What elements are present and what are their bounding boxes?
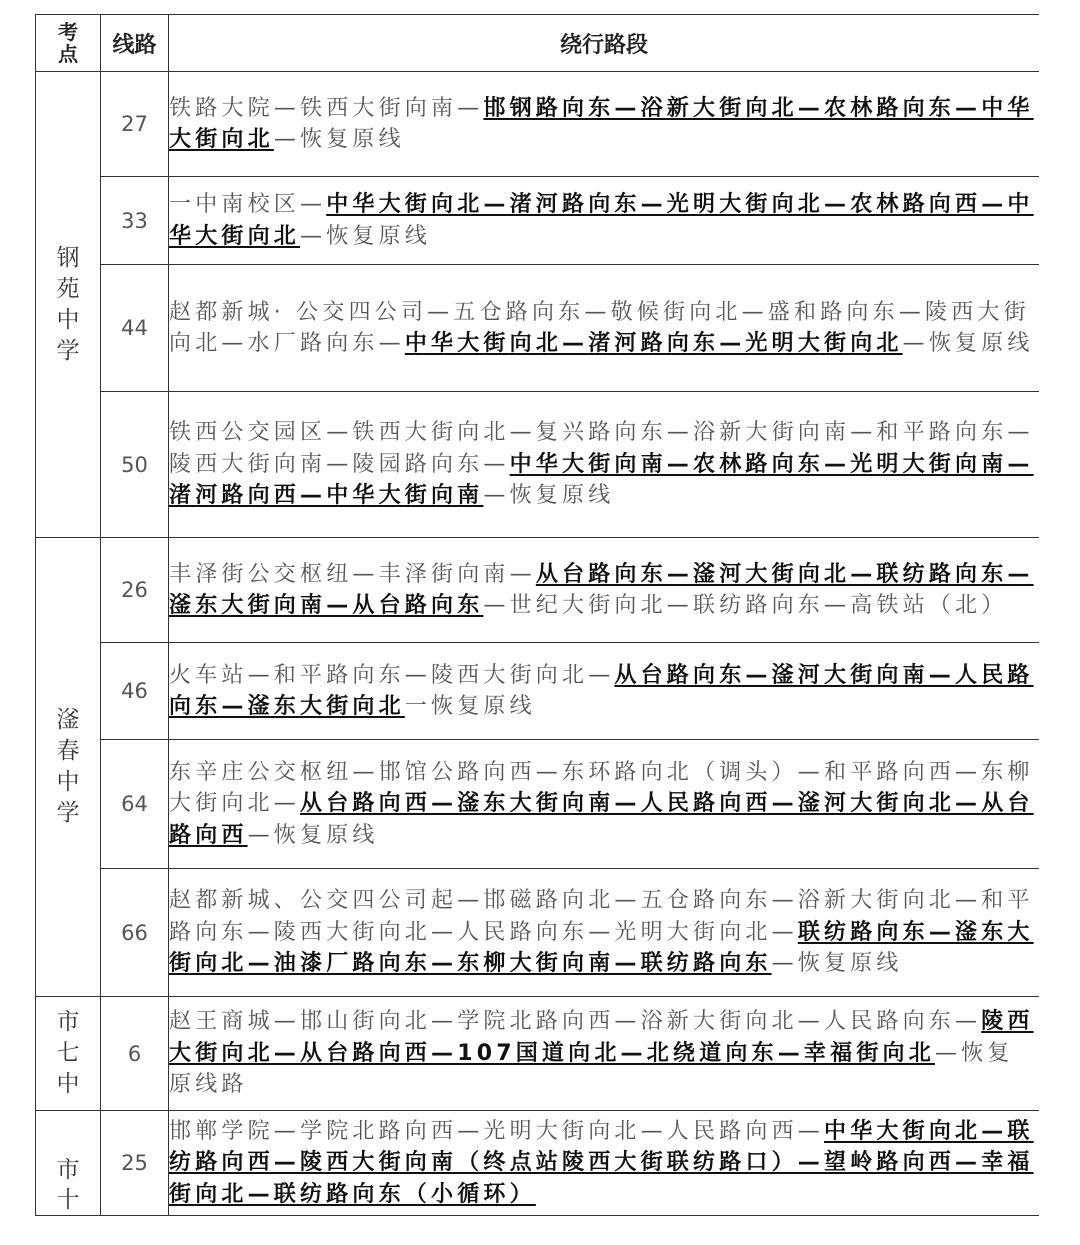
route-segment: 铁路大院—铁西大街向南— — [169, 95, 484, 121]
table-row — [36, 392, 1040, 538]
table-row — [36, 869, 1040, 997]
table-row — [36, 643, 1040, 740]
bus-line-number: 25 — [101, 1111, 169, 1216]
table-row — [36, 538, 1040, 643]
table-row — [36, 740, 1040, 869]
table-header-row — [36, 15, 1040, 72]
detour-segment: 中华大街向北—渚河路向东—光明大街向北 — [404, 331, 903, 356]
detour-segment: 陵西大街向北—从台路向西—107国道向北—北绕道向东—幸福街向北 — [169, 1009, 1034, 1066]
bus-line-number: 44 — [101, 265, 169, 392]
bus-line-number: 46 — [101, 643, 169, 740]
table-row — [36, 265, 1040, 392]
header-detour-route: 绕行路段 — [169, 15, 1040, 72]
route-segment: 火车站—和平路向东—陵西大街向北— — [169, 662, 615, 688]
table-row — [36, 997, 1040, 1111]
exam-site-cell — [36, 997, 101, 1111]
detour-route-cell — [169, 997, 1040, 1111]
exam-site-char: 中 — [56, 769, 80, 795]
exam-site-char: 市 — [56, 1157, 80, 1183]
bus-line-number: 50 — [101, 392, 169, 538]
exam-site-char: 苑 — [56, 275, 80, 302]
route-segment: —恢复原线 — [771, 951, 903, 977]
detour-segment: 中华大街向南—农林路向东—光明大街向南—渚河路向西—中华大街向南 — [169, 451, 1034, 509]
route-segment: 铁西公交园区—铁西大街向北—复兴路向东—浴新大街向南—和平路向东—陵西大街向南—陵园路向东— — [169, 420, 1034, 477]
detour-route-cell — [169, 265, 1040, 392]
route-segment: —恢复原线 — [300, 223, 432, 249]
route-segment: —恢复原线 — [902, 331, 1034, 356]
detour-segment: 中华大街向北—渚河路向东—光明大街向北—农林路向西—中华大街向北 — [169, 192, 1034, 249]
header-exam-site — [36, 15, 101, 72]
detour-route-cell — [169, 643, 1040, 740]
header-exam-site-char-2: 点 — [58, 42, 78, 66]
exam-site-char: 七 — [56, 1040, 80, 1066]
detour-route-cell — [169, 740, 1040, 869]
route-segment: 一恢复原线 — [404, 694, 536, 719]
detour-segment: 从台路向西—滏东大街向南—人民路向西—滏河大街向北—从台路向西 — [169, 791, 1034, 848]
detour-route-cell — [169, 392, 1040, 538]
table-row — [36, 177, 1040, 265]
detour-route-cell — [169, 177, 1040, 265]
detour-segment: 从台路向东—滏河大街向南—人民路向东—滏东大街向北 — [169, 662, 1034, 719]
bus-line-number: 27 — [101, 72, 169, 177]
detour-route-cell — [169, 538, 1040, 643]
exam-site-char: 滏 — [56, 707, 80, 733]
exam-site-char: 市 — [56, 1009, 80, 1035]
route-segment: 邯郸学院—学院北路向西—光明大街向北—人民路向西— — [169, 1118, 825, 1144]
header-bus-line: 线路 — [101, 15, 169, 72]
route-segment: —恢复原线 — [273, 127, 405, 152]
exam-site-char: 中 — [56, 306, 80, 333]
bus-line-number: 33 — [101, 177, 169, 265]
bus-line-number: 66 — [101, 869, 169, 997]
bus-line-number: 6 — [101, 997, 169, 1111]
detour-route-cell — [169, 1111, 1040, 1216]
table-row — [36, 1111, 1040, 1216]
detour-segment: 邯钢路向东—浴新大街向北—农林路向东—中华大街向北 — [169, 95, 1034, 152]
route-segment: —世纪大街向北—联纺路向东—高铁站（北） — [483, 593, 1008, 618]
route-segment: 赵都新城、公交四公司起—邯磁路向北—五仓路向东—浴新大街向北—和平路向东—陵西大街向北—人民路向东—光明大街向北— — [169, 888, 1034, 945]
header-exam-site-char-1: 考 — [58, 20, 78, 44]
detour-route-cell — [169, 869, 1040, 997]
exam-site-cell — [36, 538, 101, 997]
exam-site-char: 十 — [56, 1187, 80, 1213]
route-segment: 丰泽街公交枢纽—丰泽街向南— — [169, 561, 536, 587]
exam-site-char: 学 — [56, 800, 80, 826]
route-segment: —恢复原线 — [483, 483, 615, 509]
bus-line-number: 64 — [101, 740, 169, 869]
route-segment: —恢复原线 — [247, 822, 379, 848]
detour-segment: 从台路向东—滏河大街向北—联纺路向东—滏东大街向南—从台路向东 — [169, 561, 1034, 618]
route-segment: 东辛庄公交枢纽—邯馆公路向西—东环路向北（调头）—和平路向西—东柳大街向北— — [169, 759, 1034, 817]
exam-site-char: 学 — [56, 337, 80, 364]
route-segment: 赵王商城—邯山街向北—学院北路向西—浴新大街向北—人民路向东— — [169, 1009, 982, 1035]
exam-site-cell — [36, 72, 101, 538]
route-segment: 一中南校区— — [169, 192, 327, 217]
route-segment: —恢复原线路 — [169, 1040, 1014, 1098]
detour-route-cell — [169, 72, 1040, 177]
detour-segment: 联纺路向东—滏东大街向北—油漆厂路向东—东柳大街向南—联纺路向东 — [169, 919, 1034, 977]
route-detour-document — [35, 14, 1039, 1230]
exam-site-char: 钢 — [56, 244, 80, 271]
bus-line-number: 26 — [101, 538, 169, 643]
exam-site-char: 中 — [56, 1071, 80, 1097]
exam-site-cell — [36, 1111, 101, 1216]
table-row — [36, 72, 1040, 177]
route-segment: 赵都新城· 公交四公司—五仓路向东—敬候街向北—盛和路向东—陵西大街向北—水厂路向东— — [169, 299, 1030, 356]
exam-site-char: 春 — [56, 738, 80, 764]
route-detour-table — [35, 14, 1039, 1216]
detour-segment: 中华大街向北—联纺路向西—陵西大街向南（终点站陵西大街联纺路口）—望岭路向西—幸福街向北—联纺路向东（小循环） — [169, 1118, 1034, 1207]
